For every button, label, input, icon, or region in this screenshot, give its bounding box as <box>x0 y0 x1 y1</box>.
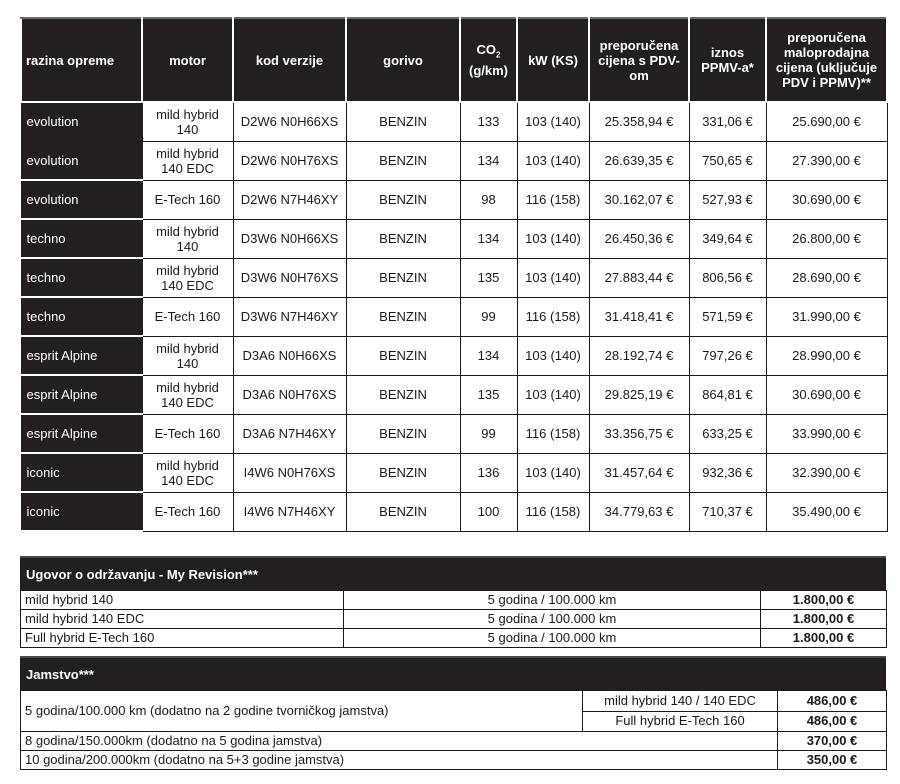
warranty-engine: Full hybrid E-Tech 160 <box>583 711 778 732</box>
price-vat-cell: 27.883,44 € <box>589 258 689 297</box>
maintenance-price: 1.800,00 € <box>761 610 887 629</box>
ppmv-cell: 571,59 € <box>689 297 766 336</box>
warranty-section <box>20 656 886 770</box>
table-row <box>21 141 887 180</box>
power-cell: 103 (140) <box>517 453 589 492</box>
table-body <box>21 102 887 531</box>
trim-cell: iconic <box>21 492 142 531</box>
warranty-row <box>21 751 887 770</box>
motor-cell: mild hybrid 140 <box>142 102 233 141</box>
warranty-price: 486,00 € <box>778 711 887 732</box>
price-vat-cell: 34.779,63 € <box>589 492 689 531</box>
table-row <box>21 453 887 492</box>
fuel-cell: BENZIN <box>346 258 460 297</box>
ppmv-cell: 932,36 € <box>689 453 766 492</box>
co2-cell: 134 <box>460 219 517 258</box>
retail-price-cell: 33.990,00 € <box>766 414 887 453</box>
retail-price-cell: 27.390,00 € <box>766 141 887 180</box>
maintenance-engine: mild hybrid 140 EDC <box>21 610 344 629</box>
price-vat-cell: 31.457,64 € <box>589 453 689 492</box>
warranty-title: Jamstvo*** <box>20 656 886 690</box>
table-header-row <box>21 18 887 102</box>
co2-cell: 136 <box>460 453 517 492</box>
price-vat-cell: 28.192,74 € <box>589 336 689 375</box>
motor-cell: mild hybrid 140 <box>142 336 233 375</box>
version-code-cell: D2W6 N7H46XY <box>233 180 346 219</box>
retail-price-cell: 28.990,00 € <box>766 336 887 375</box>
version-code-cell: D3W6 N7H46XY <box>233 297 346 336</box>
retail-price-cell: 26.800,00 € <box>766 219 887 258</box>
maintenance-term: 5 godina / 100.000 km <box>344 610 761 629</box>
trim-cell: evolution <box>21 141 142 180</box>
retail-price-cell: 25.690,00 € <box>766 102 887 141</box>
co2-cell: 99 <box>460 297 517 336</box>
retail-price-cell: 30.690,00 € <box>766 375 887 414</box>
trim-cell: techno <box>21 258 142 297</box>
fuel-cell: BENZIN <box>346 180 460 219</box>
ppmv-cell: 349,64 € <box>689 219 766 258</box>
power-cell: 103 (140) <box>517 336 589 375</box>
fuel-cell: BENZIN <box>346 141 460 180</box>
version-code-cell: D3A6 N7H46XY <box>233 414 346 453</box>
table-row <box>21 414 887 453</box>
warranty-price: 486,00 € <box>778 691 887 712</box>
table-row <box>21 219 887 258</box>
motor-cell: mild hybrid 140 EDC <box>142 375 233 414</box>
motor-cell: E-Tech 160 <box>142 414 233 453</box>
price-vat-cell: 26.450,36 € <box>589 219 689 258</box>
header-fuel: gorivo <box>346 18 460 102</box>
table-row <box>21 102 887 141</box>
warranty-price: 350,00 € <box>778 751 887 770</box>
power-cell: 103 (140) <box>517 375 589 414</box>
retail-price-cell: 30.690,00 € <box>766 180 887 219</box>
header-code: kod verzije <box>233 18 346 102</box>
header-power: kW (KS) <box>517 18 589 102</box>
warranty-price: 370,00 € <box>778 732 887 751</box>
trim-cell: esprit Alpine <box>21 336 142 375</box>
maintenance-contract-title: Ugovor o održavanju - My Revision*** <box>20 556 886 590</box>
ppmv-cell: 633,25 € <box>689 414 766 453</box>
ppmv-cell: 806,56 € <box>689 258 766 297</box>
version-code-cell: D3A6 N0H76XS <box>233 375 346 414</box>
fuel-cell: BENZIN <box>346 297 460 336</box>
maintenance-term: 5 godina / 100.000 km <box>344 629 761 648</box>
fuel-cell: BENZIN <box>346 375 460 414</box>
ppmv-cell: 527,93 € <box>689 180 766 219</box>
table-row <box>21 336 887 375</box>
motor-cell: mild hybrid 140 EDC <box>142 453 233 492</box>
motor-cell: mild hybrid 140 EDC <box>142 141 233 180</box>
power-cell: 116 (158) <box>517 414 589 453</box>
power-cell: 103 (140) <box>517 141 589 180</box>
maintenance-price: 1.800,00 € <box>761 591 887 610</box>
header-co2-subscript: 2 <box>496 50 501 60</box>
table-row <box>21 258 887 297</box>
maintenance-engine: Full hybrid E-Tech 160 <box>21 629 344 648</box>
warranty-row <box>21 732 887 751</box>
fuel-cell: BENZIN <box>346 453 460 492</box>
motor-cell: E-Tech 160 <box>142 180 233 219</box>
maintenance-row <box>21 610 887 629</box>
co2-cell: 100 <box>460 492 517 531</box>
warranty-engine: mild hybrid 140 / 140 EDC <box>583 691 778 712</box>
co2-cell: 99 <box>460 414 517 453</box>
fuel-cell: BENZIN <box>346 414 460 453</box>
table-row <box>21 375 887 414</box>
trim-cell: esprit Alpine <box>21 414 142 453</box>
ppmv-cell: 750,65 € <box>689 141 766 180</box>
motor-cell: E-Tech 160 <box>142 492 233 531</box>
retail-price-cell: 32.390,00 € <box>766 453 887 492</box>
warranty-label: 5 godina/100.000 km (dodatno na 2 godine tvorničkog jamstva) <box>21 691 583 732</box>
retail-price-cell: 31.990,00 € <box>766 297 887 336</box>
ppmv-cell: 864,81 € <box>689 375 766 414</box>
price-vat-cell: 25.358,94 € <box>589 102 689 141</box>
header-co2 <box>460 18 517 102</box>
header-retail: preporučena maloprodajna cijena (uključuje PDV i PPMV)** <box>766 18 887 102</box>
price-vat-cell: 31.418,41 € <box>589 297 689 336</box>
power-cell: 103 (140) <box>517 219 589 258</box>
ppmv-cell: 710,37 € <box>689 492 766 531</box>
maintenance-price: 1.800,00 € <box>761 629 887 648</box>
trim-cell: evolution <box>21 102 142 141</box>
version-code-cell: D3W6 N0H66XS <box>233 219 346 258</box>
fuel-cell: BENZIN <box>346 336 460 375</box>
header-co2-label: CO <box>476 42 497 58</box>
table-row <box>21 492 887 531</box>
header-ppmv: iznos PPMV-a* <box>689 18 766 102</box>
maintenance-row <box>21 591 887 610</box>
co2-cell: 134 <box>460 336 517 375</box>
trim-cell: techno <box>21 297 142 336</box>
fuel-cell: BENZIN <box>346 492 460 531</box>
trim-cell: techno <box>21 219 142 258</box>
motor-cell: E-Tech 160 <box>142 297 233 336</box>
price-table <box>20 17 888 532</box>
maintenance-term: 5 godina / 100.000 km <box>344 591 761 610</box>
maintenance-contract-table <box>20 590 887 648</box>
header-motor: motor <box>142 18 233 102</box>
power-cell: 116 (158) <box>517 492 589 531</box>
price-vat-cell: 30.162,07 € <box>589 180 689 219</box>
fuel-cell: BENZIN <box>346 219 460 258</box>
power-cell: 116 (158) <box>517 297 589 336</box>
power-cell: 103 (140) <box>517 102 589 141</box>
warranty-label: 10 godina/200.000km (dodatno na 5+3 godine jamstva) <box>21 751 778 770</box>
header-co2-unit: (g/km) <box>469 62 508 78</box>
warranty-row <box>21 691 887 712</box>
motor-cell: mild hybrid 140 <box>142 219 233 258</box>
ppmv-cell: 797,26 € <box>689 336 766 375</box>
header-trim: razina opreme <box>21 18 142 102</box>
trim-cell: esprit Alpine <box>21 375 142 414</box>
co2-cell: 134 <box>460 141 517 180</box>
power-cell: 103 (140) <box>517 258 589 297</box>
price-vat-cell: 29.825,19 € <box>589 375 689 414</box>
maintenance-contract-section <box>20 556 886 648</box>
version-code-cell: I4W6 N7H46XY <box>233 492 346 531</box>
table-row <box>21 180 887 219</box>
version-code-cell: D3W6 N0H76XS <box>233 258 346 297</box>
maintenance-engine: mild hybrid 140 <box>21 591 344 610</box>
version-code-cell: D3A6 N0H66XS <box>233 336 346 375</box>
version-code-cell: I4W6 N0H76XS <box>233 453 346 492</box>
version-code-cell: D2W6 N0H76XS <box>233 141 346 180</box>
power-cell: 116 (158) <box>517 180 589 219</box>
retail-price-cell: 35.490,00 € <box>766 492 887 531</box>
table-row <box>21 297 887 336</box>
co2-cell: 135 <box>460 258 517 297</box>
version-code-cell: D2W6 N0H66XS <box>233 102 346 141</box>
maintenance-row <box>21 629 887 648</box>
trim-cell: evolution <box>21 180 142 219</box>
warranty-label: 8 godina/150.000km (dodatno na 5 godina jamstva) <box>21 732 778 751</box>
price-vat-cell: 33.356,75 € <box>589 414 689 453</box>
trim-cell: iconic <box>21 453 142 492</box>
retail-price-cell: 28.690,00 € <box>766 258 887 297</box>
motor-cell: mild hybrid 140 EDC <box>142 258 233 297</box>
warranty-table <box>20 690 887 770</box>
fuel-cell: BENZIN <box>346 102 460 141</box>
co2-cell: 98 <box>460 180 517 219</box>
co2-cell: 135 <box>460 375 517 414</box>
co2-cell: 133 <box>460 102 517 141</box>
header-price-vat: preporučena cijena s PDV-om <box>589 18 689 102</box>
ppmv-cell: 331,06 € <box>689 102 766 141</box>
price-vat-cell: 26.639,35 € <box>589 141 689 180</box>
